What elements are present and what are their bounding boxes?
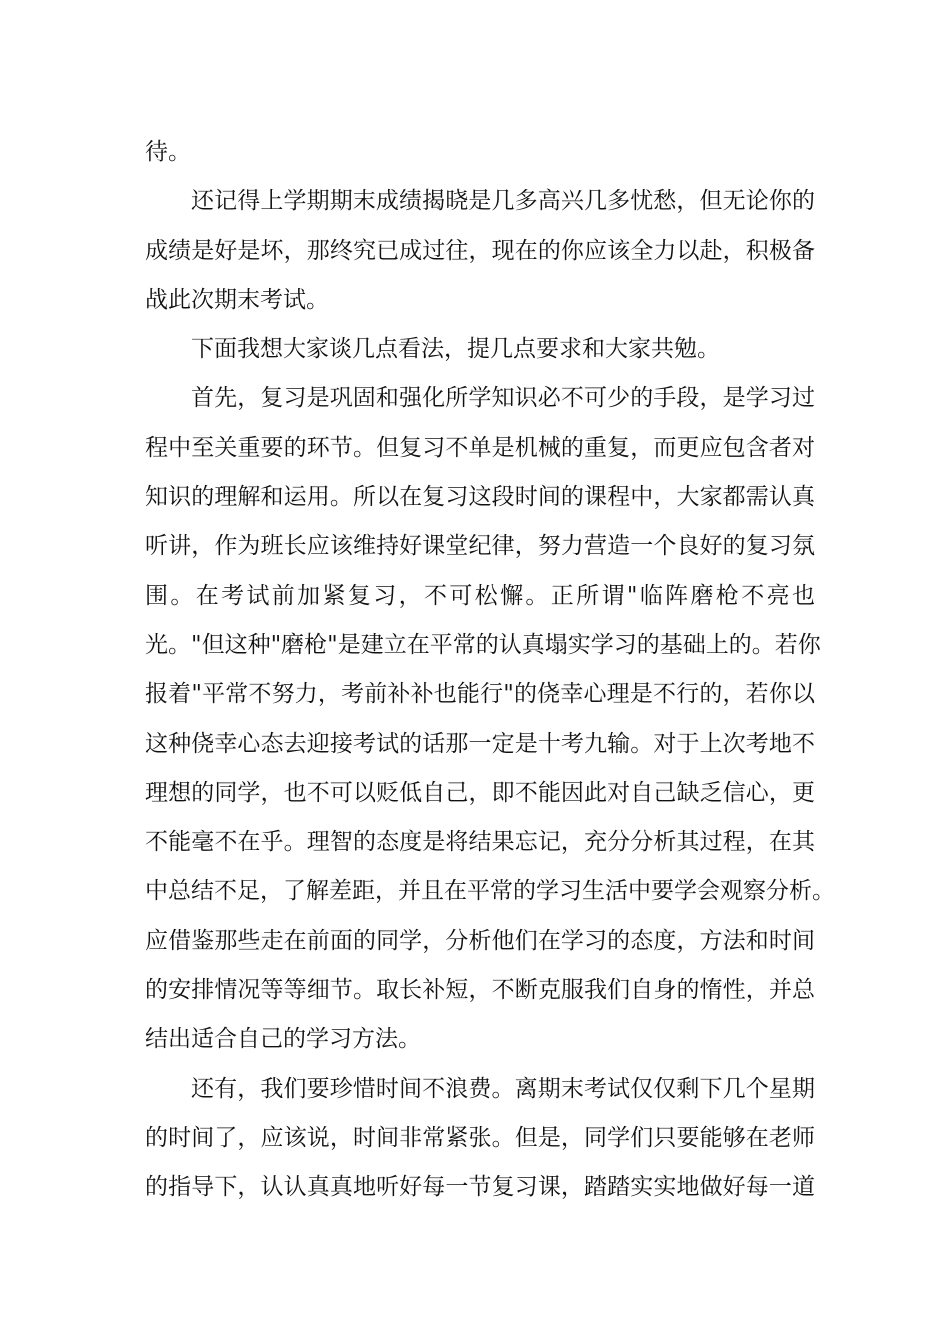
text-line: 程中至关重要的环节。但复习不单是机械的重复，而更应包含者对	[145, 434, 815, 461]
text-line: 结出适合自己的学习方法。	[145, 1026, 421, 1053]
text-line: 知识的理解和运用。所以在复习这段时间的课程中，大家都需认真	[145, 484, 815, 511]
text-line: 听讲，作为班长应该维持好课堂纪律，努力营造一个良好的复习氛	[145, 533, 815, 560]
text-line: 不能毫不在乎。理智的态度是将结果忘记，充分分析其过程，在其	[145, 829, 815, 856]
text-line: 首先，复习是巩固和强化所学知识必不可少的手段，是学习过	[191, 385, 815, 412]
text-line: 的指导下，认认真真地听好每一节复习课，踏踏实实地做好每一道	[145, 1174, 815, 1201]
text-line: 的时间了，应该说，时间非常紧张。但是，同学们只要能够在老师	[145, 1124, 815, 1151]
text-line: 还有，我们要珍惜时间不浪费。离期末考试仅仅剩下几个星期	[191, 1075, 815, 1102]
text-line: 这种侥幸心态去迎接考试的话那一定是十考九输。对于上次考地不	[145, 730, 815, 757]
text-line: 理想的同学，也不可以贬低自己，即不能因此对自己缺乏信心，更	[145, 779, 815, 806]
text-line: 光。"但这种"磨枪"是建立在平常的认真塌实学习的基础上的。若你	[145, 631, 821, 658]
text-line: 待。	[145, 139, 191, 165]
text-line: 报着"平常不努力，考前补补也能行"的侥幸心理是不行的，若你以	[145, 681, 815, 708]
text-line: 中总结不足，了解差距，并且在平常的学习生活中要学会观察分析。	[145, 878, 835, 905]
text-line: 应借鉴那些走在前面的同学，分析他们在学习的态度，方法和时间	[145, 927, 815, 954]
text-line: 的安排情况等等细节。取长补短，不断克服我们自身的惰性，并总	[145, 977, 815, 1004]
text-line: 还记得上学期期末成绩揭晓是几多高兴几多忧愁，但无论你的	[191, 188, 815, 215]
text-line: 围。在考试前加紧复习，不可松懈。正所谓"临阵磨枪不亮也	[145, 582, 815, 609]
text-line: 成绩是好是坏，那终究已成过往，现在的你应该全力以赴，积极备	[145, 237, 815, 264]
text-line: 战此次期末考试。	[145, 286, 329, 313]
body-text	[145, 128, 835, 1213]
text-line: 下面我想大家谈几点看法，提几点要求和大家共勉。	[191, 336, 720, 363]
